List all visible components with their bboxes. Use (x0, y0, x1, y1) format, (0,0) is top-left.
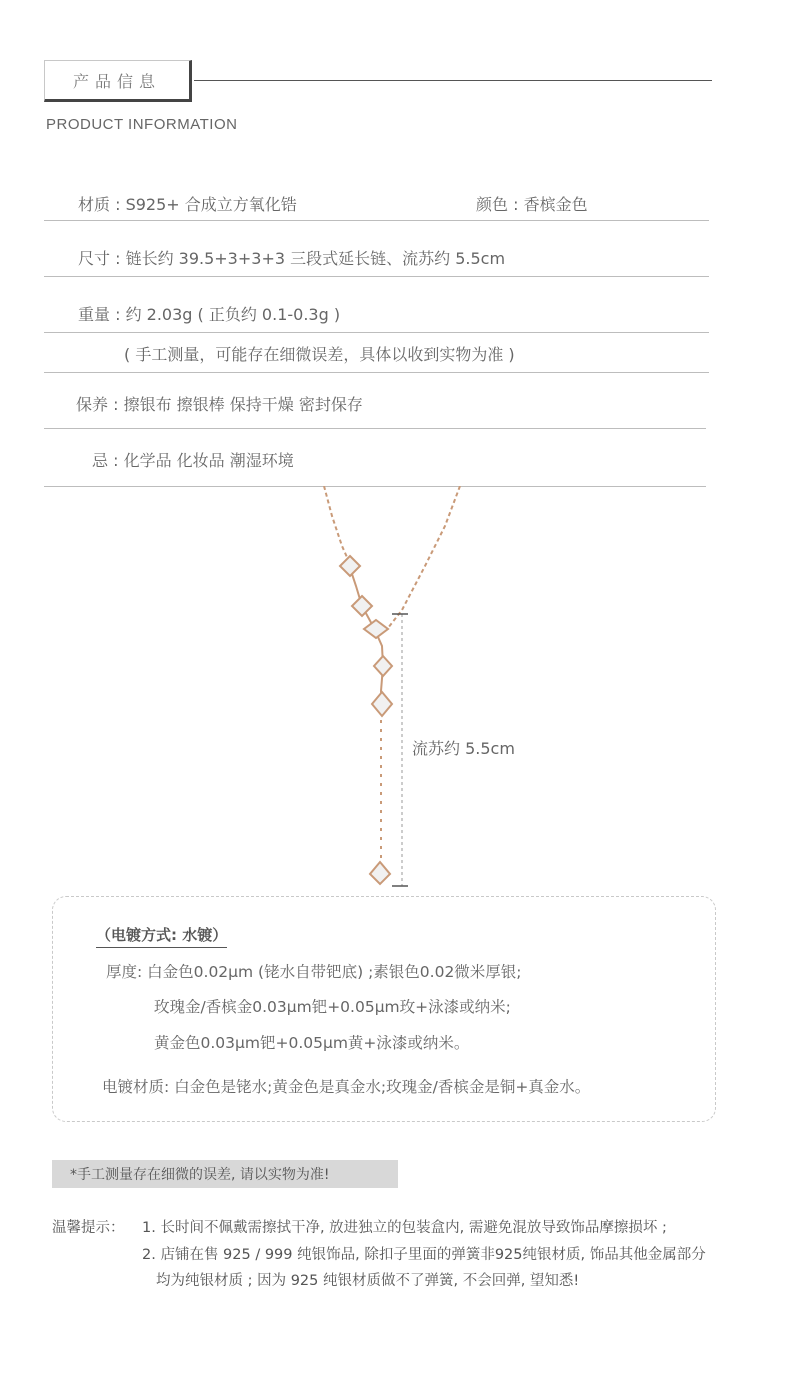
measurement-note (52, 1160, 398, 1188)
divider (44, 276, 709, 277)
divider (44, 372, 709, 373)
header-divider (194, 80, 712, 81)
spec-color: 颜色 : 香槟金色 (476, 195, 588, 214)
plating-material: 电镀材质: 白金色是铑水;黄金色是真金水;玫瑰金/香槟金是铜+真金水。 (102, 1078, 591, 1096)
divider (44, 428, 706, 429)
section-subtitle: PRODUCT INFORMATION (46, 116, 238, 133)
section-title: 产品信息 (72, 71, 161, 91)
necklace-image (250, 486, 550, 896)
spec-size: 尺寸 : 链长约 39.5+3+3+3 三段式延长链、流苏约 5.5cm (78, 249, 506, 268)
plating-title: （电镀方式: 水镀） (96, 924, 227, 948)
spec-care: 保养 : 擦银布 擦银棒 保持干燥 密封保存 (76, 395, 363, 414)
section-title-box (44, 60, 192, 102)
divider (44, 332, 709, 333)
measurement-note-text: *手工测量存在细微的误差, 请以实物为准! (70, 1167, 330, 1183)
plating-thickness: 厚度: 白金色0.02μm (铑水自带钯底) ;素银色0.02微米厚银; (106, 963, 522, 981)
plating-gold: 黄金色0.03μm钯+0.05μm黄+泳漆或纳米。 (154, 1034, 470, 1052)
spec-weight-note: ( 手工测量，可能存在细微误差，具体以收到实物为准 ) (124, 345, 515, 364)
spec-avoid: 忌 : 化学品 化妆品 潮湿环境 (92, 451, 294, 470)
plating-rose-gold: 玫瑰金/香槟金0.03μm钯+0.05μm玫+泳漆或纳米; (154, 998, 511, 1016)
tips-label: 温馨提示： (52, 1220, 125, 1236)
spec-weight: 重量 : 约 2.03g ( 正负约 0.1-0.3g ) (78, 305, 341, 324)
crystal-icon (340, 556, 392, 884)
tip-item-2-continued: 均为纯银材质 ; 因为 925 纯银材质做不了弹簧, 不会回弹, 望知悉! (156, 1273, 580, 1289)
tip-item-2: 2. 店铺在售 925 / 999 纯银饰品, 除扣子里面的弹簧非925纯银材质, 饰品其他金属部分 (142, 1247, 706, 1263)
tassel-length-label: 流苏约 5.5cm (412, 739, 515, 758)
tip-item-1: 1. 长时间不佩戴需擦拭干净, 放进独立的包装盒内, 需避免混放导致饰品摩擦损坏 ; (142, 1220, 667, 1236)
divider (44, 220, 709, 221)
spec-material: 材质 : S925+ 合成立方氧化锆 (78, 195, 297, 214)
